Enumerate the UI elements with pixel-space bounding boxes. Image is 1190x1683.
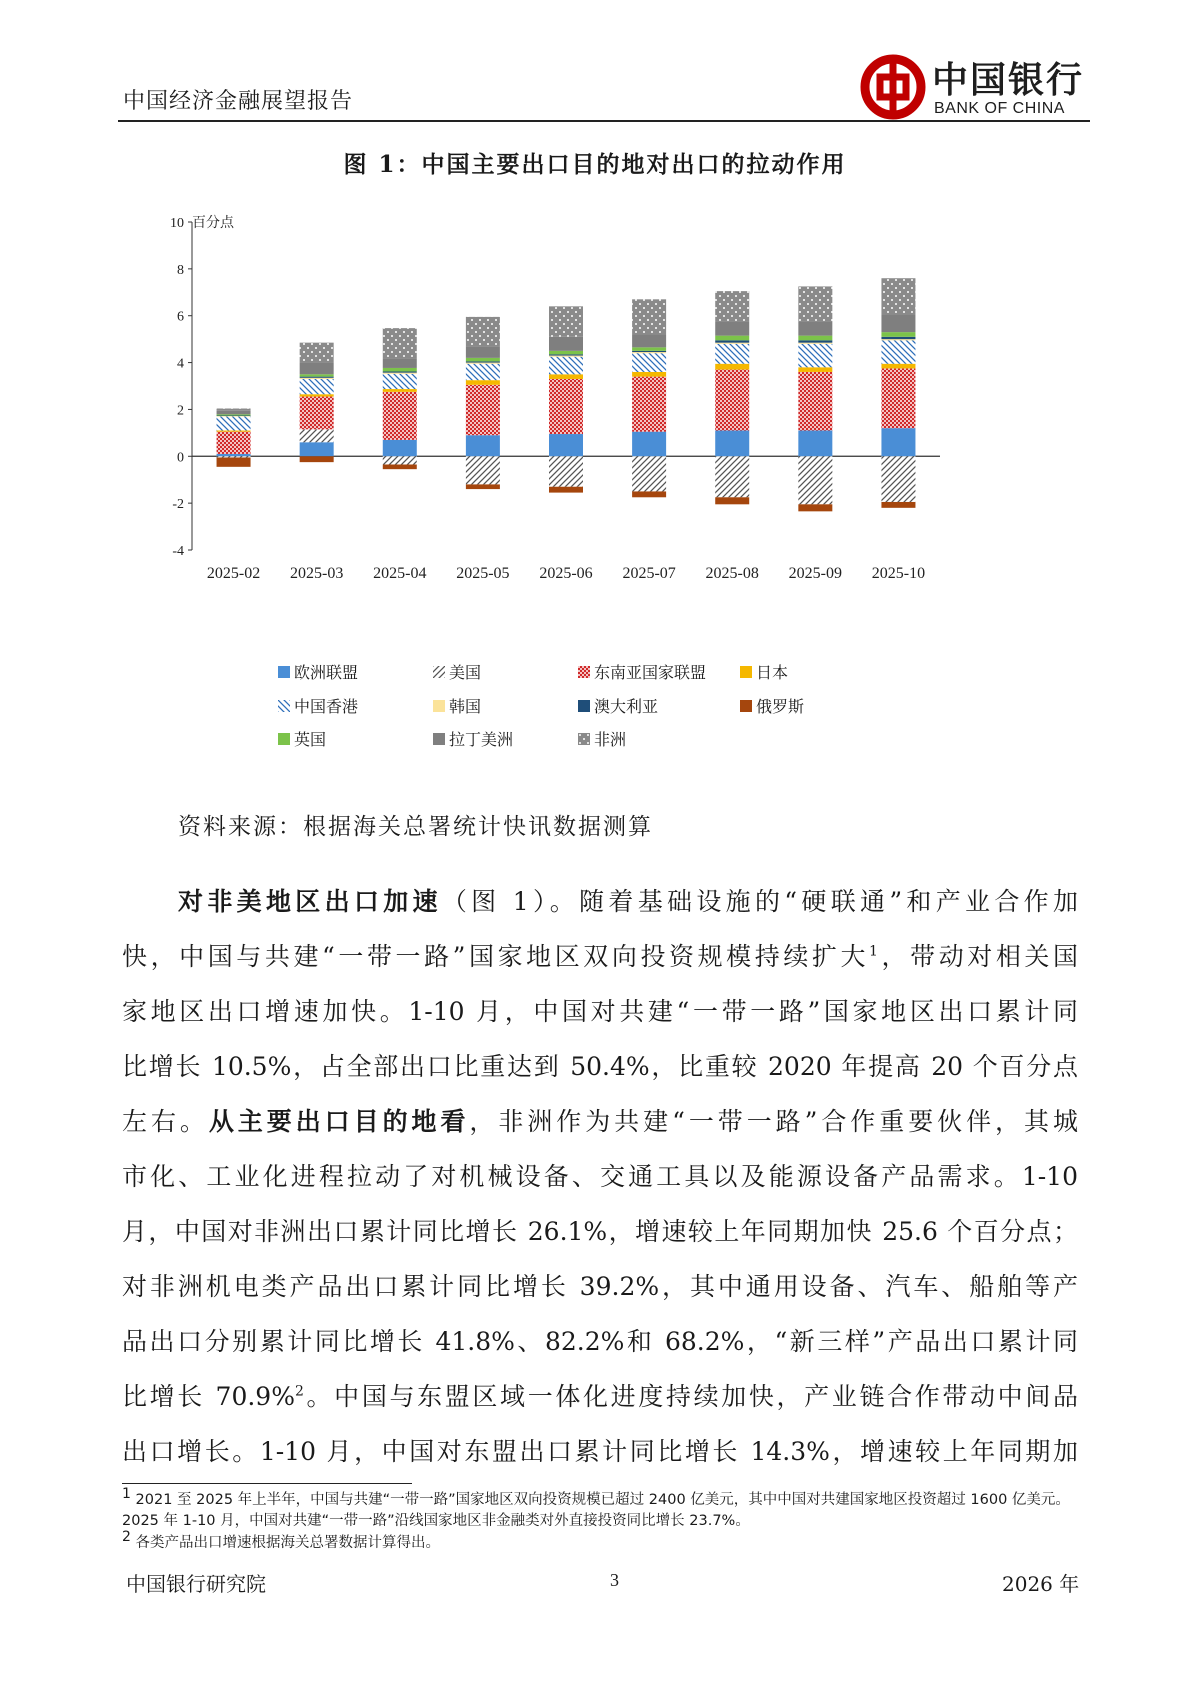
bar-segment-俄罗斯-2025-04 (383, 464, 417, 469)
bar-segment-欧洲联盟-2025-06 (549, 434, 583, 456)
bar-segment-非洲-2025-06 (549, 306, 583, 336)
bar-segment-日本-2025-02 (217, 431, 251, 432)
bar-segment-拉丁美洲-2025-05 (466, 346, 500, 358)
bar-segment-英国-2025-09 (798, 336, 832, 341)
figure-source: 资料来源：根据海关总署统计快讯数据测算 (178, 814, 653, 840)
bar-segment-英国-2025-08 (715, 336, 749, 341)
bar-segment-东南亚国家联盟-2025-04 (383, 392, 417, 440)
body-line (122, 1424, 1078, 1479)
body-text-segment: 家地区出口增速加快。1-10 月，中国对共建“一带一路”国家地区出口累计同 (122, 997, 1078, 1026)
bar-segment-中国香港-2025-10 (881, 340, 915, 363)
bar-segment-中国香港-2025-08 (715, 344, 749, 364)
bar-segment-日本-2025-08 (715, 364, 749, 370)
bar-segment-非洲-2025-02 (217, 408, 251, 410)
legend-label: 拉丁美洲 (449, 730, 514, 749)
footer-year: 2026 年 (1002, 1572, 1080, 1596)
legend-label: 澳大利亚 (594, 697, 659, 716)
footnote-1-text: 2021 至 2025 年上半年，中国与共建“一带一路”国家地区双向投资规模已超过 2400 亿美元，其中中国对共建国家地区投资超过 1600 亿美元。2025 年 1-10 月，中国对共建“一带一路”沿线国家地区非金融类对外直接投资同比增长 23.7%。 (122, 1492, 1070, 1529)
body-paragraph (122, 874, 1078, 1479)
legend-label: 欧洲联盟 (294, 663, 359, 682)
legend-item (433, 660, 481, 683)
body-text-segment: 比增长 70.9% (122, 1382, 295, 1411)
bar-segment-俄罗斯-2025-09 (798, 504, 832, 511)
legend-item (278, 694, 358, 717)
bar-segment-美国-2025-09 (798, 456, 832, 504)
bar-segment-中国香港-2025-02 (217, 416, 251, 430)
legend-label: 中国香港 (294, 697, 359, 716)
legend-swatch (578, 666, 590, 678)
bar-segment-韩国-2025-10 (881, 339, 915, 340)
bar-segment-中国香港-2025-09 (798, 344, 832, 367)
logo-english-text: BANK OF CHINA (934, 100, 1065, 117)
bar-segment-美国-2025-08 (715, 456, 749, 497)
header-divider (118, 120, 1090, 122)
bar-segment-澳大利亚-2025-09 (798, 340, 832, 342)
body-line (122, 1039, 1078, 1094)
body-text-segment: （图 1）。随着基础设施的“硬联通”和产业合作加 (441, 887, 1078, 916)
bar-segment-俄罗斯-2025-06 (549, 487, 583, 493)
body-line (122, 984, 1078, 1039)
bar-segment-韩国-2025-09 (798, 343, 832, 344)
legend-item (278, 727, 326, 750)
x-tick-label: 2025-07 (622, 565, 676, 582)
bar-segment-澳大利亚-2025-08 (715, 340, 749, 342)
bar-segment-东南亚国家联盟-2025-03 (300, 397, 334, 430)
bar-segment-英国-2025-07 (632, 347, 666, 351)
body-line (122, 1094, 1078, 1149)
bar-segment-非洲-2025-08 (715, 291, 749, 321)
body-text-segment: ，带动对相关国 (877, 942, 1078, 971)
bar-segment-拉丁美洲-2025-08 (715, 322, 749, 336)
bar-segment-东南亚国家联盟-2025-08 (715, 370, 749, 431)
bar-segment-欧洲联盟-2025-05 (466, 435, 500, 456)
legend-swatch (433, 700, 445, 712)
bar-segment-欧洲联盟-2025-02 (217, 454, 251, 456)
body-bold-lead: 对非美地区出口加速 (178, 887, 442, 916)
y-tick-label: 8 (177, 262, 184, 278)
body-text-segment: 。中国与东盟区域一体化进度持续加快，产业链合作带动中间品 (303, 1382, 1078, 1411)
bar-segment-英国-2025-04 (383, 368, 417, 372)
stacked-bar-chart (170, 210, 1030, 630)
figure-title: 图 1：中国主要出口目的地对出口的拉动作用 (343, 151, 847, 178)
bar-segment-澳大利亚-2025-04 (383, 371, 417, 372)
bar-segment-中国香港-2025-07 (632, 353, 666, 372)
bar-segment-美国-2025-02 (217, 456, 251, 457)
bar-segment-韩国-2025-02 (217, 416, 251, 417)
bar-segment-韩国-2025-08 (715, 343, 749, 344)
bar-segment-非洲-2025-04 (383, 328, 417, 358)
bar-segment-日本-2025-03 (300, 394, 334, 396)
body-text-segment: 出口增长。1-10 月，中国对东盟出口累计同比增长 14.3%，增速较上年同期加 (122, 1437, 1078, 1466)
bar-segment-东南亚国家联盟-2025-09 (798, 372, 832, 431)
bar-segment-美国-2025-10 (881, 456, 915, 502)
bar-segment-东南亚国家联盟-2025-06 (549, 379, 583, 434)
legend-swatch (740, 700, 752, 712)
legend-label: 日本 (756, 663, 789, 682)
bar-segment-韩国-2025-07 (632, 352, 666, 353)
bank-of-china-emblem-icon (858, 52, 928, 122)
body-bold-lead: 从主要出口目的地看 (208, 1107, 470, 1136)
footnote-2 (122, 1529, 1082, 1554)
footnote-reference: 1 (869, 943, 878, 960)
legend-item (578, 660, 706, 683)
y-tick-label: 0 (177, 450, 184, 466)
bar-segment-澳大利亚-2025-05 (466, 361, 500, 362)
bar-segment-韩国-2025-04 (383, 373, 417, 374)
legend-label: 美国 (449, 663, 482, 682)
legend-label: 东南亚国家联盟 (594, 663, 707, 682)
bar-segment-俄罗斯-2025-08 (715, 497, 749, 504)
bar-segment-澳大利亚-2025-06 (549, 354, 583, 355)
bar-segment-中国香港-2025-06 (549, 357, 583, 375)
footnote-1-mark: 1 (122, 1486, 131, 1503)
bar-segment-日本-2025-06 (549, 374, 583, 379)
bar-segment-澳大利亚-2025-10 (881, 337, 915, 339)
bar-segment-韩国-2025-06 (549, 356, 583, 357)
x-tick-label: 2025-02 (206, 565, 261, 582)
bar-segment-欧洲联盟-2025-08 (715, 431, 749, 457)
body-text-segment: 左右。 (122, 1107, 209, 1136)
bar-segment-日本-2025-07 (632, 372, 666, 377)
bar-segment-欧洲联盟-2025-04 (383, 440, 417, 456)
body-line (122, 1369, 1078, 1424)
legend-swatch (740, 666, 752, 678)
y-tick-label: 2 (177, 403, 184, 419)
bar-segment-东南亚国家联盟-2025-05 (466, 385, 500, 435)
bar-segment-英国-2025-03 (300, 374, 334, 376)
legend-item (433, 694, 481, 717)
legend-item (278, 660, 358, 683)
bar-segment-拉丁美洲-2025-09 (798, 322, 832, 336)
bar-segment-俄罗斯-2025-03 (300, 456, 334, 462)
bar-segment-澳大利亚-2025-07 (632, 351, 666, 352)
legend-swatch (278, 733, 290, 745)
x-tick-label: 2025-03 (290, 565, 344, 582)
bar-segment-美国-2025-05 (466, 456, 500, 484)
bar-segment-东南亚国家联盟-2025-02 (217, 432, 251, 454)
y-tick-label: -4 (172, 544, 184, 559)
bar-segment-拉丁美洲-2025-02 (217, 411, 251, 415)
bar-segment-非洲-2025-10 (881, 278, 915, 314)
legend-item (740, 660, 788, 683)
body-text-segment: 品出口分别累计同比增长 41.8%、82.2%和 68.2%，“新三样”产品出口累计同 (122, 1327, 1078, 1356)
report-header-title: 中国经济金融展望报告 (123, 89, 354, 114)
legend-swatch (433, 733, 445, 745)
x-tick-label: 2025-04 (373, 565, 427, 582)
body-line (122, 1314, 1078, 1369)
legend-item (740, 694, 804, 717)
bar-segment-欧洲联盟-2025-07 (632, 432, 666, 457)
legend-swatch (578, 700, 590, 712)
footer-institute: 中国银行研究院 (126, 1572, 266, 1596)
legend-label: 非洲 (594, 730, 627, 749)
logo-chinese-text: 中国银行 (932, 59, 1085, 101)
bar-segment-中国香港-2025-04 (383, 374, 417, 389)
body-line (122, 1204, 1078, 1259)
legend-item (433, 727, 513, 750)
bar-segment-美国-2025-06 (549, 456, 583, 486)
y-tick-label: 4 (177, 356, 184, 372)
bar-segment-拉丁美洲-2025-07 (632, 334, 666, 347)
bar-segment-澳大利亚-2025-02 (217, 416, 251, 417)
bar-segment-韩国-2025-03 (300, 378, 334, 379)
bar-segment-日本-2025-04 (383, 389, 417, 392)
bar-segment-英国-2025-10 (881, 332, 915, 337)
legend-swatch (278, 666, 290, 678)
bar-segment-英国-2025-05 (466, 358, 500, 362)
body-line (122, 874, 1078, 929)
footnote-2-mark: 2 (122, 1529, 131, 1546)
bar-segment-韩国-2025-05 (466, 363, 500, 364)
page-number: 3 (610, 1570, 619, 1590)
body-text-segment: 快，中国与共建“一带一路”国家地区双向投资规模持续扩大 (122, 942, 870, 971)
bar-segment-英国-2025-06 (549, 351, 583, 355)
bar-segment-非洲-2025-05 (466, 317, 500, 346)
body-text-segment: 对非洲机电类产品出口累计同比增长 39.2%，其中通用设备、汽车、船舶等产 (122, 1272, 1078, 1301)
footnote-divider (122, 1483, 412, 1484)
bar-segment-非洲-2025-09 (798, 286, 832, 321)
bar-segment-拉丁美洲-2025-06 (549, 337, 583, 351)
x-tick-label: 2025-08 (705, 565, 759, 582)
y-tick-label: 10 (170, 216, 184, 231)
legend-item (578, 727, 626, 750)
chart-legend (278, 660, 918, 770)
bar-segment-美国-2025-03 (300, 429, 334, 442)
x-tick-label: 2025-05 (456, 565, 510, 582)
legend-label: 韩国 (449, 697, 482, 716)
body-text-segment: 市化、工业化进程拉动了对机械设备、交通工具以及能源设备产品需求。1-10 (122, 1162, 1078, 1191)
body-text-segment: ，非洲作为共建“一带一路”合作重要伙伴，其城 (469, 1107, 1078, 1136)
body-line (122, 929, 1078, 984)
footnote-reference: 2 (294, 1383, 304, 1400)
body-text-segment: 月，中国对非洲出口累计同比增长 26.1%，增速较上年同期加快 25.6 个百分点； (122, 1217, 1078, 1246)
bar-segment-日本-2025-10 (881, 364, 915, 369)
body-text-segment: 比增长 10.5%，占全部出口比重达到 50.4%，比重较 2020 年提高 20 个百分点 (122, 1052, 1078, 1081)
bar-segment-美国-2025-07 (632, 456, 666, 491)
bar-segment-日本-2025-05 (466, 380, 500, 385)
bar-segment-俄罗斯-2025-05 (466, 484, 500, 489)
bar-segment-拉丁美洲-2025-10 (881, 315, 915, 333)
bar-segment-欧洲联盟-2025-09 (798, 431, 832, 457)
footnote-2-text: 各类产品出口增速根据海关总署数据计算得出。 (135, 1535, 441, 1551)
x-tick-label: 2025-06 (539, 565, 593, 582)
body-line (122, 1149, 1078, 1204)
legend-item (578, 694, 658, 717)
x-tick-label: 2025-09 (788, 565, 842, 582)
bar-segment-东南亚国家联盟-2025-10 (881, 368, 915, 428)
bar-segment-欧洲联盟-2025-03 (300, 442, 334, 456)
bar-segment-欧洲联盟-2025-10 (881, 428, 915, 456)
x-tick-label: 2025-10 (871, 565, 926, 582)
legend-label: 俄罗斯 (756, 697, 805, 716)
legend-swatch (433, 666, 445, 678)
legend-swatch (278, 700, 290, 712)
y-tick-label: -2 (172, 497, 184, 513)
bar-segment-拉丁美洲-2025-03 (300, 363, 334, 375)
bank-of-china-logo (858, 52, 1098, 122)
legend-swatch (578, 733, 590, 745)
legend-label: 英国 (294, 730, 327, 749)
y-axis-label: 百分点 (192, 215, 234, 231)
bar-segment-非洲-2025-03 (300, 343, 334, 363)
bar-segment-东南亚国家联盟-2025-07 (632, 377, 666, 432)
bar-segment-美国-2025-04 (383, 456, 417, 464)
bar-segment-中国香港-2025-05 (466, 364, 500, 380)
bar-segment-澳大利亚-2025-03 (300, 377, 334, 378)
body-line (122, 1259, 1078, 1314)
bar-segment-俄罗斯-2025-10 (881, 502, 915, 508)
bar-segment-非洲-2025-07 (632, 299, 666, 334)
bar-segment-中国香港-2025-03 (300, 379, 334, 394)
footnote-1 (122, 1486, 1082, 1532)
bar-segment-日本-2025-09 (798, 367, 832, 372)
bar-segment-俄罗斯-2025-02 (217, 457, 251, 466)
y-tick-label: 6 (177, 309, 184, 325)
bar-segment-拉丁美洲-2025-04 (383, 359, 417, 368)
bar-segment-英国-2025-02 (217, 414, 251, 415)
bar-segment-俄罗斯-2025-07 (632, 491, 666, 497)
